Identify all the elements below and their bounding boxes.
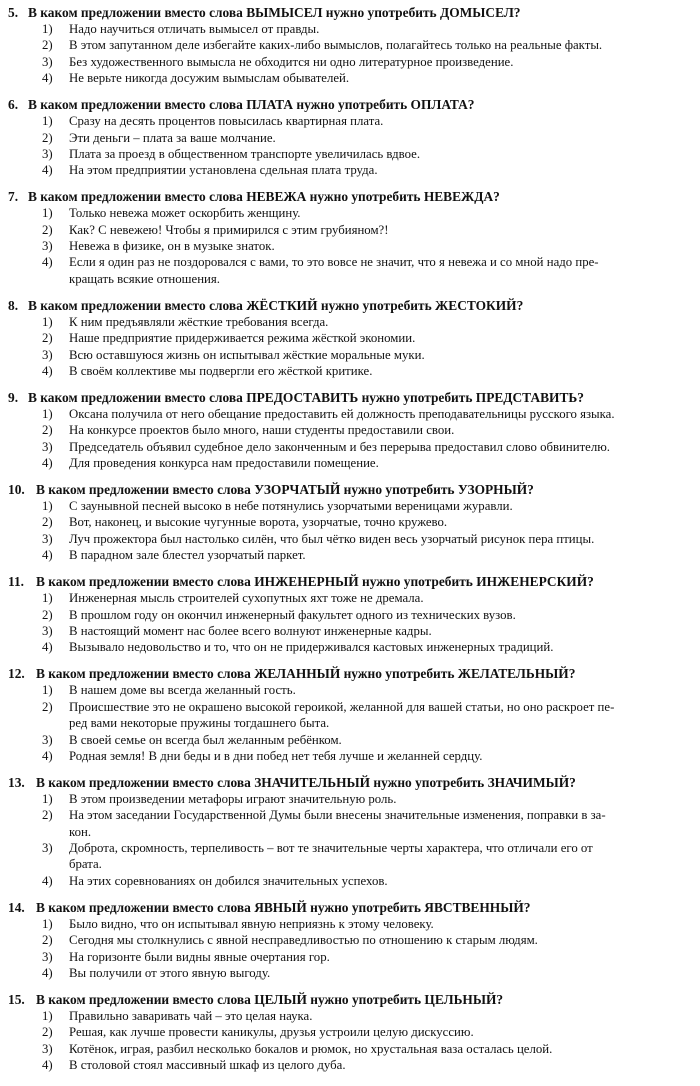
question-number: 6. [8, 97, 19, 113]
option-text: К ним предъявляли жёсткие требования всегда. [69, 314, 329, 329]
answer-option [8, 222, 692, 238]
answer-option [8, 238, 692, 254]
question-heading [8, 4, 692, 21]
option-text: Невежа в физике, он в музыке знаток. [69, 239, 275, 254]
option-number: 2) [42, 808, 53, 823]
option-number: 1) [42, 314, 53, 329]
option-number: 4) [42, 1058, 53, 1073]
option-text: На конкурсе проектов было много, наши студенты предоставили свои. [69, 423, 455, 438]
option-text: Сегодня мы столкнулись с явной несправедливостью по отношению к старым людям. [69, 933, 538, 948]
option-text: Сразу на десять процентов повысилась квартирная плата. [69, 114, 384, 129]
answer-option [8, 406, 692, 422]
option-text: В своей семье он всегда был желанным ребёнком. [69, 732, 342, 747]
option-number: 3) [42, 732, 53, 747]
option-number: 2) [42, 331, 53, 346]
option-number: 3) [42, 439, 53, 454]
answer-option [8, 699, 692, 732]
option-number: 1) [42, 791, 53, 806]
option-text: Наше предприятие придерживается режима жёсткой экономии. [69, 331, 416, 346]
answer-options [8, 498, 692, 564]
option-text: В прошлом году он окончил инженерный факультет одного из технических вузов. [69, 607, 516, 622]
option-text: Решая, как лучше провести каникулы, друзья устроили целую дискуссию. [69, 1025, 474, 1040]
answer-option [8, 1041, 692, 1057]
question-number: 15. [8, 991, 25, 1007]
option-number: 3) [42, 347, 53, 362]
answer-options [8, 205, 692, 287]
option-text: Без художественного вымысла не обходится ни одно литературное произведение. [69, 54, 514, 69]
answer-option [8, 439, 692, 455]
option-number: 3) [42, 146, 53, 161]
answer-options [8, 406, 692, 472]
answer-options [8, 314, 692, 380]
option-number: 4) [42, 548, 53, 563]
answer-option [8, 146, 692, 162]
option-text: Было видно, что он испытывал явную неприязнь к этому человеку. [69, 916, 434, 931]
answer-options [8, 1008, 692, 1074]
question-block [8, 899, 692, 982]
question-text: В каком предложении вместо слова ИНЖЕНЕРНЫЙ нужно употребить ИНЖЕНЕРСКИЙ? [36, 574, 594, 590]
question-block [8, 991, 692, 1074]
question-number: 7. [8, 189, 19, 205]
option-number: 2) [42, 222, 53, 237]
answer-option [8, 623, 692, 639]
option-text: В нашем доме вы всегда желанный гость. [69, 683, 296, 698]
question-heading [8, 481, 692, 498]
option-number: 4) [42, 163, 53, 178]
answer-option [8, 607, 692, 623]
answer-option [8, 498, 692, 514]
question-number: 13. [8, 774, 25, 790]
answer-option [8, 748, 692, 764]
option-number: 3) [42, 949, 53, 964]
question-text: В каком предложении вместо слова ЖЁСТКИЙ нужно употребить ЖЕСТОКИЙ? [28, 297, 524, 313]
answer-option [8, 547, 692, 563]
option-text: Не верьте никогда досужим вымыслам обывателей. [69, 71, 350, 86]
question-number: 11. [8, 574, 24, 590]
answer-option [8, 807, 692, 840]
option-text: Инженерная мысль строителей сухопутных яхт тоже не дремала. [69, 591, 424, 606]
question-heading [8, 297, 692, 314]
answer-option [8, 682, 692, 698]
answer-options [8, 590, 692, 656]
answer-option [8, 965, 692, 981]
answer-option [8, 54, 692, 70]
answer-option [8, 330, 692, 346]
question-number: 8. [8, 297, 19, 313]
option-text: Только невежа может оскорбить женщину. [69, 206, 301, 221]
option-number: 1) [42, 499, 53, 514]
question-number: 10. [8, 482, 25, 498]
question-heading [8, 991, 692, 1008]
option-text: С заунывной песней высоко в небе потянулись узорчатыми вереницами журавли. [69, 499, 513, 514]
option-text: В настоящий момент нас более всего волнуют инженерные кадры. [69, 623, 432, 638]
question-heading [8, 665, 692, 682]
answer-options [8, 916, 692, 982]
option-number: 2) [42, 607, 53, 622]
answer-option [8, 205, 692, 221]
question-heading [8, 188, 692, 205]
answer-option [8, 113, 692, 129]
option-number: 1) [42, 22, 53, 36]
option-text: На этих соревнованиях он добился значительных успехов. [69, 873, 388, 888]
question-text: В каком предложении вместо слова ЯВНЫЙ нужно употребить ЯВСТВЕННЫЙ? [36, 899, 531, 915]
answer-option [8, 949, 692, 965]
question-text: В каком предложении вместо слова ПЛАТА нужно употребить ОПЛАТА? [28, 97, 475, 113]
question-block [8, 389, 692, 472]
answer-options [8, 113, 692, 179]
question-text: В каком предложении вместо слова НЕВЕЖА нужно употребить НЕВЕЖДА? [28, 189, 500, 205]
option-text: Плата за проезд в общественном транспорте увеличилась вдвое. [69, 146, 421, 161]
option-number: 2) [42, 1025, 53, 1040]
question-block [8, 665, 692, 764]
option-number: 4) [42, 364, 53, 378]
question-block [8, 188, 692, 287]
answer-option [8, 590, 692, 606]
answer-option [8, 422, 692, 438]
answer-option [8, 1057, 692, 1073]
question-block [8, 774, 692, 889]
option-number: 1) [42, 916, 53, 931]
answer-options [8, 21, 692, 87]
option-number: 4) [42, 640, 53, 655]
question-heading [8, 96, 692, 113]
question-text: В каком предложении вместо слова УЗОРЧАТЫЙ нужно употребить УЗОРНЫЙ? [36, 482, 534, 498]
option-number: 4) [42, 255, 53, 270]
option-text: Котёнок, играя, разбил несколько бокалов и рюмок, но хрустальная ваза осталась целой. [69, 1041, 553, 1056]
answer-option [8, 455, 692, 471]
answer-option [8, 639, 692, 655]
option-text: Всю оставшуюся жизнь он испытывал жёсткие моральные муки. [69, 347, 425, 362]
answer-option [8, 791, 692, 807]
question-text: В каком предложении вместо слова ЗНАЧИТЕЛЬНЫЙ нужно употребить ЗНАЧИМЫЙ? [36, 774, 576, 790]
option-text: Оксана получила от него обещание предоставить ей должность преподавательницы русского языка. [69, 406, 615, 421]
question-heading [8, 389, 692, 406]
answer-option [8, 531, 692, 547]
answer-option [8, 363, 692, 379]
option-number: 4) [42, 965, 53, 980]
option-text: Эти деньги – плата за ваше молчание. [69, 130, 276, 145]
question-number: 12. [8, 666, 25, 682]
option-number: 3) [42, 239, 53, 254]
option-number: 1) [42, 406, 53, 421]
option-text: Как? С невежею! Чтобы я примирился с этим грубияном?! [69, 222, 389, 237]
option-text: В своём коллективе мы подвергли его жёсткой критике. [69, 364, 373, 378]
option-number: 3) [42, 531, 53, 546]
question-block [8, 4, 692, 87]
option-number: 2) [42, 933, 53, 948]
option-number: 1) [42, 1008, 53, 1023]
option-number: 4) [42, 748, 53, 763]
question-block [8, 481, 692, 564]
option-text: В столовой стоял массивный шкаф из целого дуба. [69, 1058, 346, 1073]
option-text: Надо научиться отличать вымысел от правды. [69, 22, 320, 36]
answer-option [8, 21, 692, 37]
option-number: 2) [42, 699, 53, 714]
option-text: Луч прожектора был настолько силён, что был чётко виден весь узорчатый рисунок пера птицы. [69, 531, 595, 546]
option-number: 1) [42, 206, 53, 221]
option-text: Вот, наконец, и высокие чугунные ворота, узорчатые, точно кружево. [69, 515, 448, 530]
option-text: Происшествие это не окрашено высокой героикой, желанной для вашей статьи, но оно раскроет пе- ред вами некоторые пружины тогдашнего быта. [69, 699, 615, 731]
option-number: 3) [42, 841, 53, 856]
answer-option [8, 162, 692, 178]
option-number: 2) [42, 130, 53, 145]
option-number: 2) [42, 38, 53, 53]
question-heading [8, 573, 692, 590]
question-number: 9. [8, 389, 19, 405]
answer-options [8, 682, 692, 764]
answer-option [8, 932, 692, 948]
answer-option [8, 254, 692, 287]
option-text: На этом предприятии установлена сдельная плата труда. [69, 163, 378, 178]
question-block [8, 573, 692, 656]
answer-options [8, 791, 692, 889]
option-number: 4) [42, 873, 53, 888]
option-text: Доброта, скромность, терпеливость – вот те значительные черты характера, что отличали его от брата. [69, 841, 593, 872]
answer-option [8, 130, 692, 146]
option-text: Если я один раз не поздоровался с вами, то это вовсе не значит, что я невежа и со мной надо пре- кращать всякие отношения. [69, 255, 599, 286]
question-text: В каком предложении вместо слова ПРЕДОСТАВИТЬ нужно употребить ПРЕДСТАВИТЬ? [28, 389, 584, 405]
option-text: Председатель объявил судебное дело законченным и без перерыва предоставил слово обвинителю. [69, 439, 610, 454]
option-text: На горизонте были видны явные очертания гор. [69, 949, 330, 964]
option-number: 4) [42, 456, 53, 471]
option-number: 3) [42, 1041, 53, 1056]
option-number: 1) [42, 591, 53, 606]
answer-option [8, 514, 692, 530]
option-text: На этом заседании Государственной Думы были внесены значительные изменения, поправки в за- кон. [69, 808, 606, 839]
option-number: 3) [42, 623, 53, 638]
option-number: 1) [42, 683, 53, 698]
option-number: 2) [42, 515, 53, 530]
option-text: В этом произведении метафоры играют значительную роль. [69, 791, 397, 806]
option-text: Родная земля! В дни беды и в дни побед нет тебя лучше и желанней сердцу. [69, 748, 483, 763]
answer-option [8, 347, 692, 363]
option-text: В парадном зале блестел узорчатый паркет. [69, 548, 306, 563]
answer-option [8, 1024, 692, 1040]
option-text: В этом запутанном деле избегайте каких-либо вымыслов, полагайтесь только на реальные факты. [69, 38, 603, 53]
question-text: В каком предложении вместо слова ЦЕЛЫЙ нужно употребить ЦЕЛЬНЫЙ? [36, 991, 504, 1007]
option-number: 3) [42, 54, 53, 69]
answer-option [8, 37, 692, 53]
question-heading [8, 774, 692, 791]
option-text: Для проведения конкурса нам предоставили помещение. [69, 456, 379, 471]
question-block [8, 96, 692, 179]
answer-option [8, 916, 692, 932]
answer-option [8, 314, 692, 330]
question-heading [8, 899, 692, 916]
answer-option [8, 70, 692, 86]
option-number: 4) [42, 71, 53, 86]
question-text: В каком предложении вместо слова ВЫМЫСЕЛ нужно употребить ДОМЫСЕЛ? [28, 5, 521, 20]
option-text: Вызывало недовольство и то, что он не придерживался кастовых инженерных традиций. [69, 640, 554, 655]
question-block [8, 297, 692, 380]
question-text: В каком предложении вместо слова ЖЕЛАННЫЙ нужно употребить ЖЕЛАТЕЛЬНЫЙ? [36, 666, 576, 682]
option-number: 1) [42, 114, 53, 129]
answer-option [8, 732, 692, 748]
option-text: Вы получили от этого явную выгоду. [69, 965, 271, 980]
question-number: 14. [8, 899, 25, 915]
answer-option [8, 840, 692, 873]
option-number: 2) [42, 423, 53, 438]
answer-option [8, 1008, 692, 1024]
question-number: 5. [8, 5, 19, 20]
option-text: Правильно заваривать чай – это целая наука. [69, 1008, 313, 1023]
answer-option [8, 873, 692, 889]
